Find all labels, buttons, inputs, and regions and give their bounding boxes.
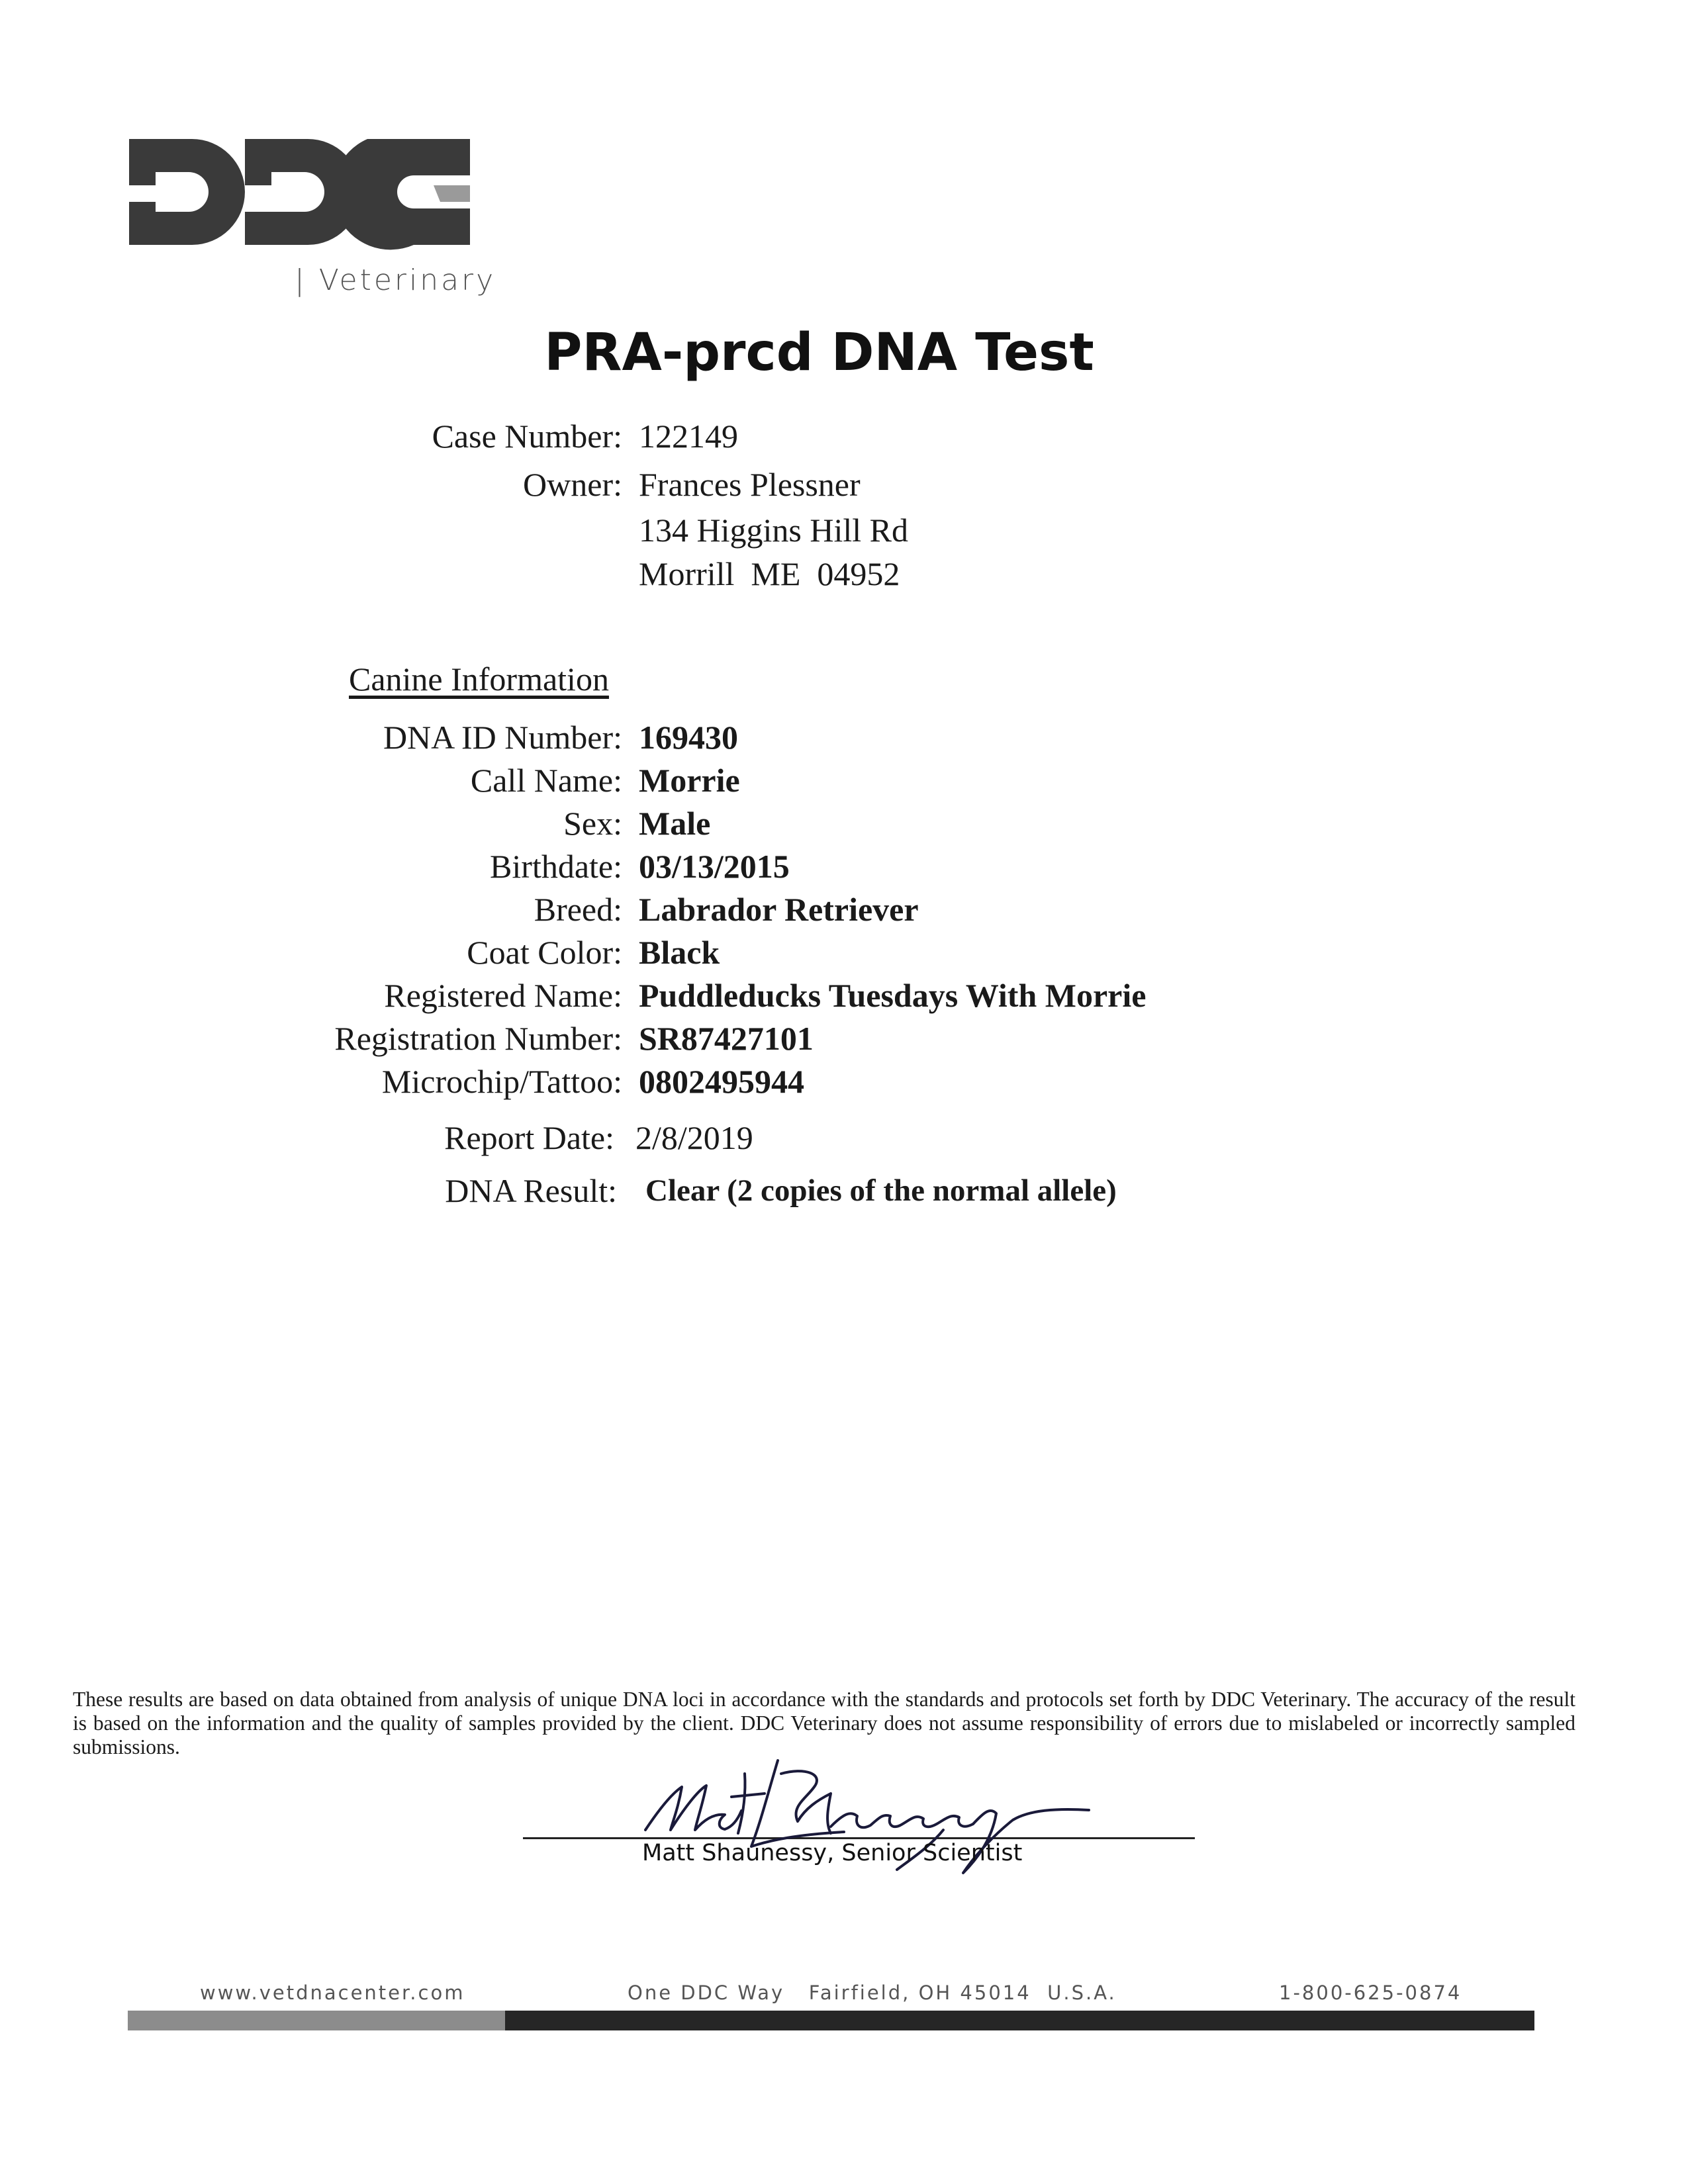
footer-address: One DDC Way Fairfield, OH 45014 U.S.A. [628, 1981, 1117, 2004]
coat-color-label: Coat Color: [467, 934, 622, 971]
call-name-label: Call Name: [470, 762, 622, 799]
report-date-value: 2/8/2019 [635, 1119, 753, 1156]
coat-color-value: Black [639, 934, 720, 971]
owner-name: Frances Plessner [639, 466, 861, 503]
owner-label: Owner: [523, 466, 622, 503]
footer-bar-dark [505, 2011, 1534, 2030]
signature-caption: Matt Shaunessy, Senior Scientist [642, 1840, 1023, 1866]
registration-number-label: Registration Number: [334, 1020, 622, 1057]
breed-label: Breed: [534, 891, 622, 928]
birthdate-value: 03/13/2015 [639, 848, 790, 885]
report-date-label: Report Date: [444, 1119, 614, 1156]
dna-id-label: DNA ID Number: [383, 719, 622, 756]
call-name-value: Morrie [639, 762, 740, 799]
case-number-value: 122149 [639, 418, 738, 455]
microchip-label: Microchip/Tattoo: [381, 1063, 622, 1100]
canine-information-heading: Canine Information [349, 660, 609, 698]
logo-subtitle: | Veterinary [295, 263, 496, 297]
case-number-label: Case Number: [432, 418, 622, 455]
footer-bar-light [128, 2011, 505, 2030]
footer-website[interactable]: www.vetdnacenter.com [200, 1981, 465, 2004]
disclaimer-text: These results are based on data obtained from analysis of unique DNA loci in accordance with the standards and protocols set forth by DDC Veterinary. The accuracy of the result is based on the information and the quality of samples provided by the client. DDC Veterinary does not assume responsibility of errors due to mislabeled or incorrectly sampled submissions. [73, 1688, 1575, 1758]
owner-street: 134 Higgins Hill Rd [639, 512, 908, 549]
document-title: PRA-prcd DNA Test [544, 323, 1094, 383]
registered-name-value: Puddleducks Tuesdays With Morrie [639, 977, 1147, 1014]
dna-result-label: DNA Result: [445, 1172, 617, 1209]
registered-name-label: Registered Name: [384, 977, 622, 1014]
sex-label: Sex: [563, 805, 622, 842]
birthdate-label: Birthdate: [490, 848, 622, 885]
microchip-value: 0802495944 [639, 1063, 804, 1100]
ddc-logo [129, 139, 496, 297]
sex-value: Male [639, 805, 711, 842]
owner-city: Morrill ME 04952 [639, 555, 900, 592]
dna-id-value: 169430 [639, 719, 738, 756]
footer-phone: 1-800-625-0874 [1279, 1981, 1462, 2004]
ddc-logo-mark [129, 139, 473, 251]
dna-result-value: Clear (2 copies of the normal allele) [645, 1173, 1117, 1208]
registration-number-value: SR87427101 [639, 1020, 814, 1057]
breed-value: Labrador Retriever [639, 891, 919, 928]
